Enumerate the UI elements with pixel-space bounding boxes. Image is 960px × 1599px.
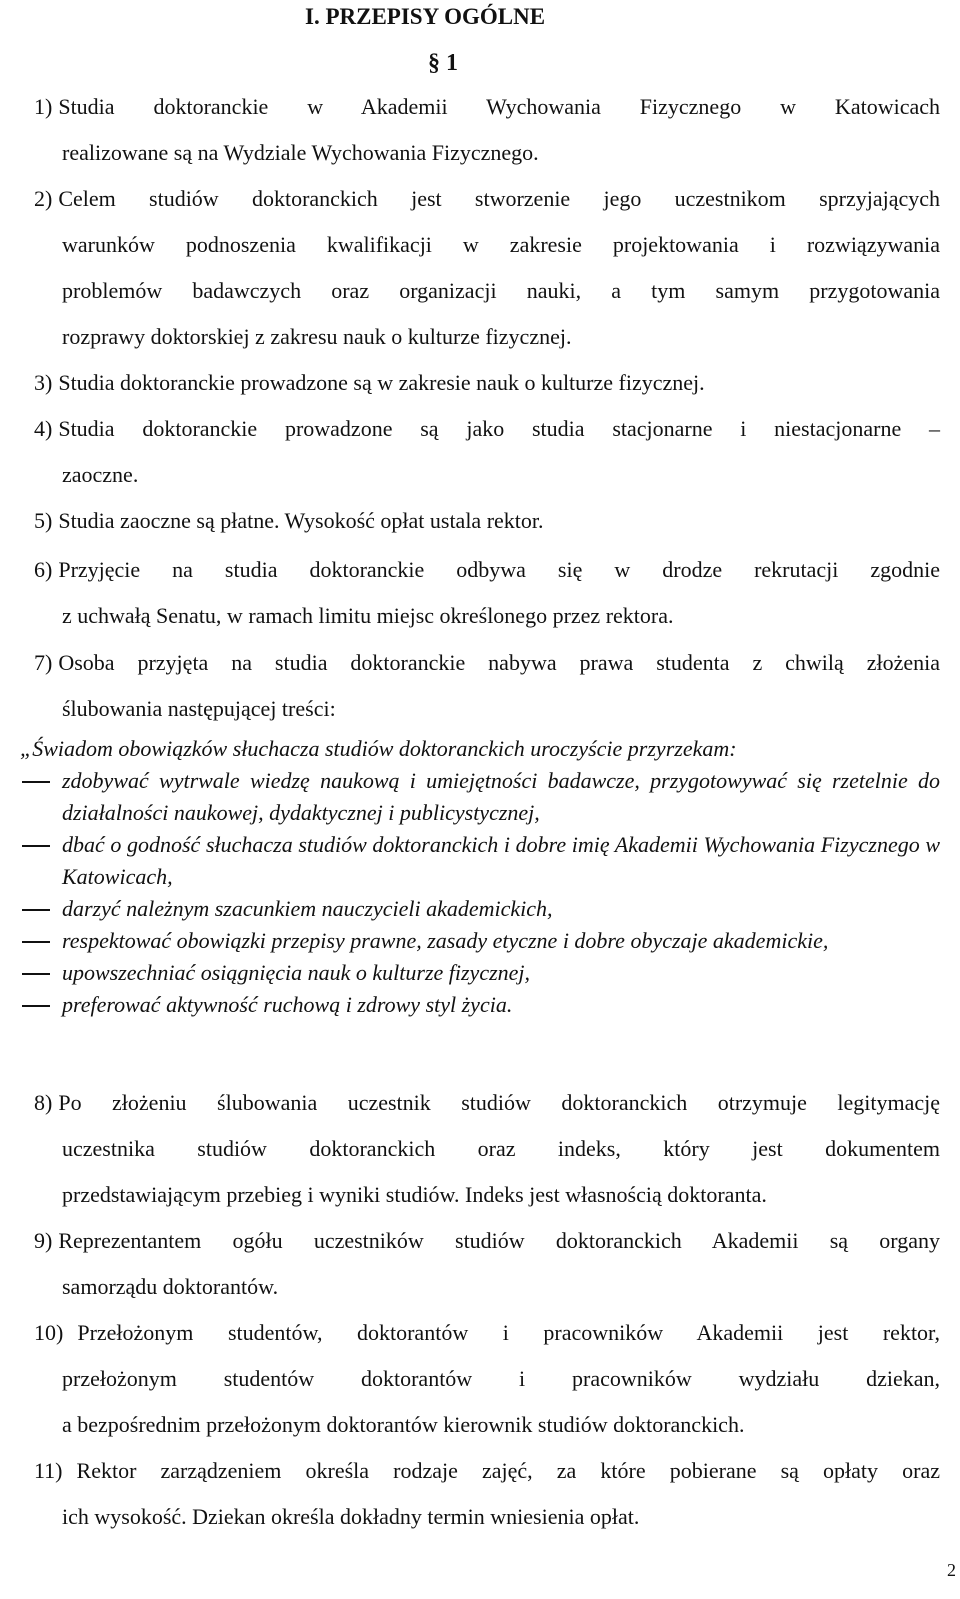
oath-item: respektować obowiązki przepisy prawne, zasady etyczne i dobre obyczaje akademickie, <box>20 925 940 957</box>
paragraph-line: rozprawy doktorskiej z zakresu nauk o kulturze fizycznej. <box>62 324 572 349</box>
paragraph-line: Reprezentantem ogółu uczestników studiów doktoranckich Akademii są organy <box>58 1228 940 1253</box>
paragraph-number: 8) <box>34 1090 53 1115</box>
oath-title: „Świadom obowiązków słuchacza studiów doktoranckich uroczyście przyrzekam: <box>20 736 737 761</box>
paragraph-line: uczestnika studiów doktoranckich oraz indeks, który jest dokumentem <box>62 1136 940 1161</box>
paragraph-line: problemów badawczych oraz organizacji nauki, a tym samym przygotowania <box>62 278 940 303</box>
oath-list <box>20 765 940 1021</box>
paragraph-line: Studia doktoranckie prowadzone są w zakresie nauk o kulturze fizycznej. <box>58 370 705 395</box>
paragraph-number: 7) <box>34 650 53 675</box>
paragraph-6 <box>34 547 940 639</box>
paragraph-number: 4) <box>34 416 53 441</box>
paragraph-line: Przyjęcie na studia doktoranckie odbywa się w drodze rekrutacji zgodnie <box>58 557 940 582</box>
paragraph-line: Studia doktoranckie prowadzone są jako studia stacjonarne i niestacjonarne – <box>58 416 940 441</box>
paragraph-line: Studia zaoczne są płatne. Wysokość opłat ustala rektor. <box>58 508 544 533</box>
paragraph-line: warunków podnoszenia kwalifikacji w zakresie projektowania i rozwiązywania <box>62 232 940 257</box>
page-number: 2 <box>947 1560 956 1580</box>
paragraph-7 <box>34 640 940 732</box>
oath-item: preferować aktywność ruchową i zdrowy styl życia. <box>20 989 940 1021</box>
paragraph-line: samorządu doktorantów. <box>62 1274 279 1299</box>
paragraph-9 <box>34 1218 940 1310</box>
paragraph-line: przełożonym studentów doktorantów i pracowników wydziału dziekan, <box>62 1366 940 1391</box>
paragraph-line: Osoba przyjęta na studia doktoranckie nabywa prawa studenta z chwilą złożenia <box>58 650 940 675</box>
paragraph-line: przedstawiającym przebieg i wyniki studiów. Indeks jest własnością doktoranta. <box>62 1182 767 1207</box>
paragraph-number: 9) <box>34 1228 53 1253</box>
oath-item: darzyć należnym szacunkiem nauczycieli akademickich, <box>20 893 940 925</box>
paragraph-2 <box>34 176 940 360</box>
paragraph-line: Studia doktoranckie w Akademii Wychowania Fizycznego w Katowicach <box>58 94 940 119</box>
chapter-heading: I. PRZEPISY OGÓLNE <box>305 4 546 29</box>
paragraph-10 <box>34 1310 940 1448</box>
paragraph-line: zaoczne. <box>62 462 139 487</box>
paragraph-4 <box>34 406 940 498</box>
paragraph-line: Rektor zarządzeniem określa rodzaje zajęć, za które pobierane są opłaty oraz <box>76 1458 940 1483</box>
paragraph-line: Celem studiów doktoranckich jest stworzenie jego uczestnikom sprzyjających <box>58 186 940 211</box>
paragraph-line: ślubowania następującej treści: <box>62 696 336 721</box>
paragraph-number: 6) <box>34 557 53 582</box>
oath-text <box>20 733 940 1021</box>
paragraph-number: 3) <box>34 370 53 395</box>
paragraph-5 <box>34 498 940 544</box>
paragraph-line: Przełożonym studentów, doktorantów i pracowników Akademii jest rektor, <box>77 1320 940 1345</box>
section-symbol: § 1 <box>428 50 458 76</box>
oath-item: upowszechniać osiągnięcia nauk o kulturze fizycznej, <box>20 957 940 989</box>
paragraph-1 <box>34 84 940 176</box>
oath-item: zdobywać wytrwale wiedzę naukową i umiejętności badawcze, przygotowywać się rzetelnie do działalności naukowej, dydaktycznej i publicystycznej, <box>20 765 940 829</box>
paragraph-8 <box>34 1080 940 1218</box>
paragraph-line: a bezpośrednim przełożonym doktorantów kierownik studiów doktoranckich. <box>62 1412 745 1437</box>
paragraph-number: 2) <box>34 186 53 211</box>
paragraph-line: ich wysokość. Dziekan określa dokładny termin wniesienia opłat. <box>62 1504 640 1529</box>
paragraph-line: z uchwałą Senatu, w ramach limitu miejsc określonego przez rektora. <box>62 603 674 628</box>
paragraph-number: 10) <box>34 1320 64 1345</box>
paragraph-number: 11) <box>34 1458 63 1483</box>
paragraph-3 <box>34 360 940 406</box>
paragraph-number: 1) <box>34 94 53 119</box>
paragraph-number: 5) <box>34 508 53 533</box>
paragraph-11 <box>34 1448 940 1540</box>
oath-item: dbać o godność słuchacza studiów doktoranckich i dobre imię Akademii Wychowania Fizycznego w Katowicach, <box>20 829 940 893</box>
paragraph-line: realizowane są na Wydziale Wychowania Fizycznego. <box>62 140 539 165</box>
paragraph-line: Po złożeniu ślubowania uczestnik studiów doktoranckich otrzymuje legitymację <box>58 1090 940 1115</box>
